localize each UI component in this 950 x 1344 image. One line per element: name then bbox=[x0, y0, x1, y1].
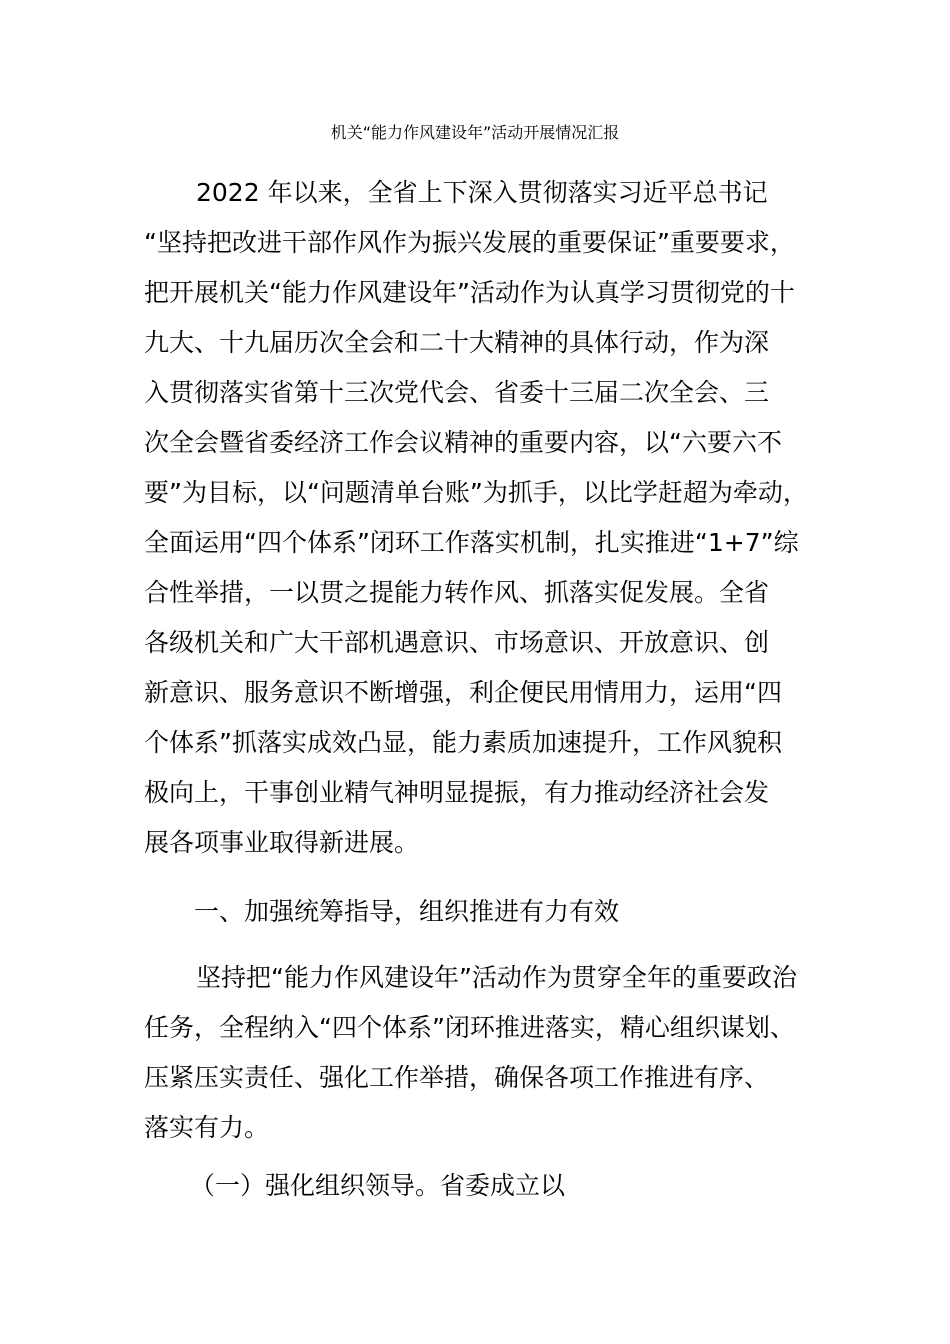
body-line: 落实有力。 bbox=[144, 1113, 270, 1142]
body-line: 2022 年以来，全省上下深入贯彻落实习近平总书记 bbox=[196, 178, 768, 207]
document-title: 机关“能力作风建设年”活动开展情况汇报 bbox=[330, 123, 620, 142]
body-line: 新意识、服务意识不断增强，利企便民用情用力，运用“四 bbox=[144, 678, 782, 707]
body-line: 把开展机关“能力作风建设年”活动作为认真学习贯彻党的十 bbox=[144, 278, 795, 307]
body-line: 各级机关和广大干部机遇意识、市场意识、开放意识、创 bbox=[144, 628, 770, 657]
body-line: 入贯彻落实省第十三次党代会、省委十三届二次全会、三 bbox=[144, 378, 770, 407]
body-line: 合性举措，一以贯之提能力转作风、抓落实促发展。全省 bbox=[144, 578, 770, 607]
body-line: 坚持把“能力作风建设年”活动作为贯穿全年的重要政治 bbox=[196, 963, 797, 992]
body-line: 压紧压实责任、强化工作举措，确保各项工作推进有序、 bbox=[144, 1063, 770, 1092]
body-line: 任务，全程纳入“四个体系”闭环推进落实，精心组织谋划、 bbox=[144, 1013, 795, 1042]
body-line: 次全会暨省委经济工作会议精神的重要内容，以“六要六不 bbox=[144, 428, 782, 457]
body-line: 极向上，干事创业精气神明显提振，有力推动经济社会发 bbox=[144, 778, 770, 807]
subsection-heading: （一）强化组织领导。省委成立以 bbox=[190, 1171, 566, 1200]
section-heading: 一、加强统筹指导，组织推进有力有效 bbox=[194, 897, 620, 926]
body-line: 全面运用“四个体系”闭环工作落实机制，扎实推进“1+7”综 bbox=[144, 528, 799, 557]
body-line: 个体系”抓落实成效凸显，能力素质加速提升，工作风貌积 bbox=[144, 728, 782, 757]
body-line: 展各项事业取得新进展。 bbox=[144, 828, 420, 857]
body-line: “坚持把改进干部作风作为振兴发展的重要保证”重要要求， bbox=[144, 228, 795, 257]
body-line: 九大、十九届历次全会和二十大精神的具体行动，作为深 bbox=[144, 328, 770, 357]
body-line: 要”为目标，以“问题清单台账”为抓手，以比学赶超为牵动， bbox=[144, 478, 808, 507]
